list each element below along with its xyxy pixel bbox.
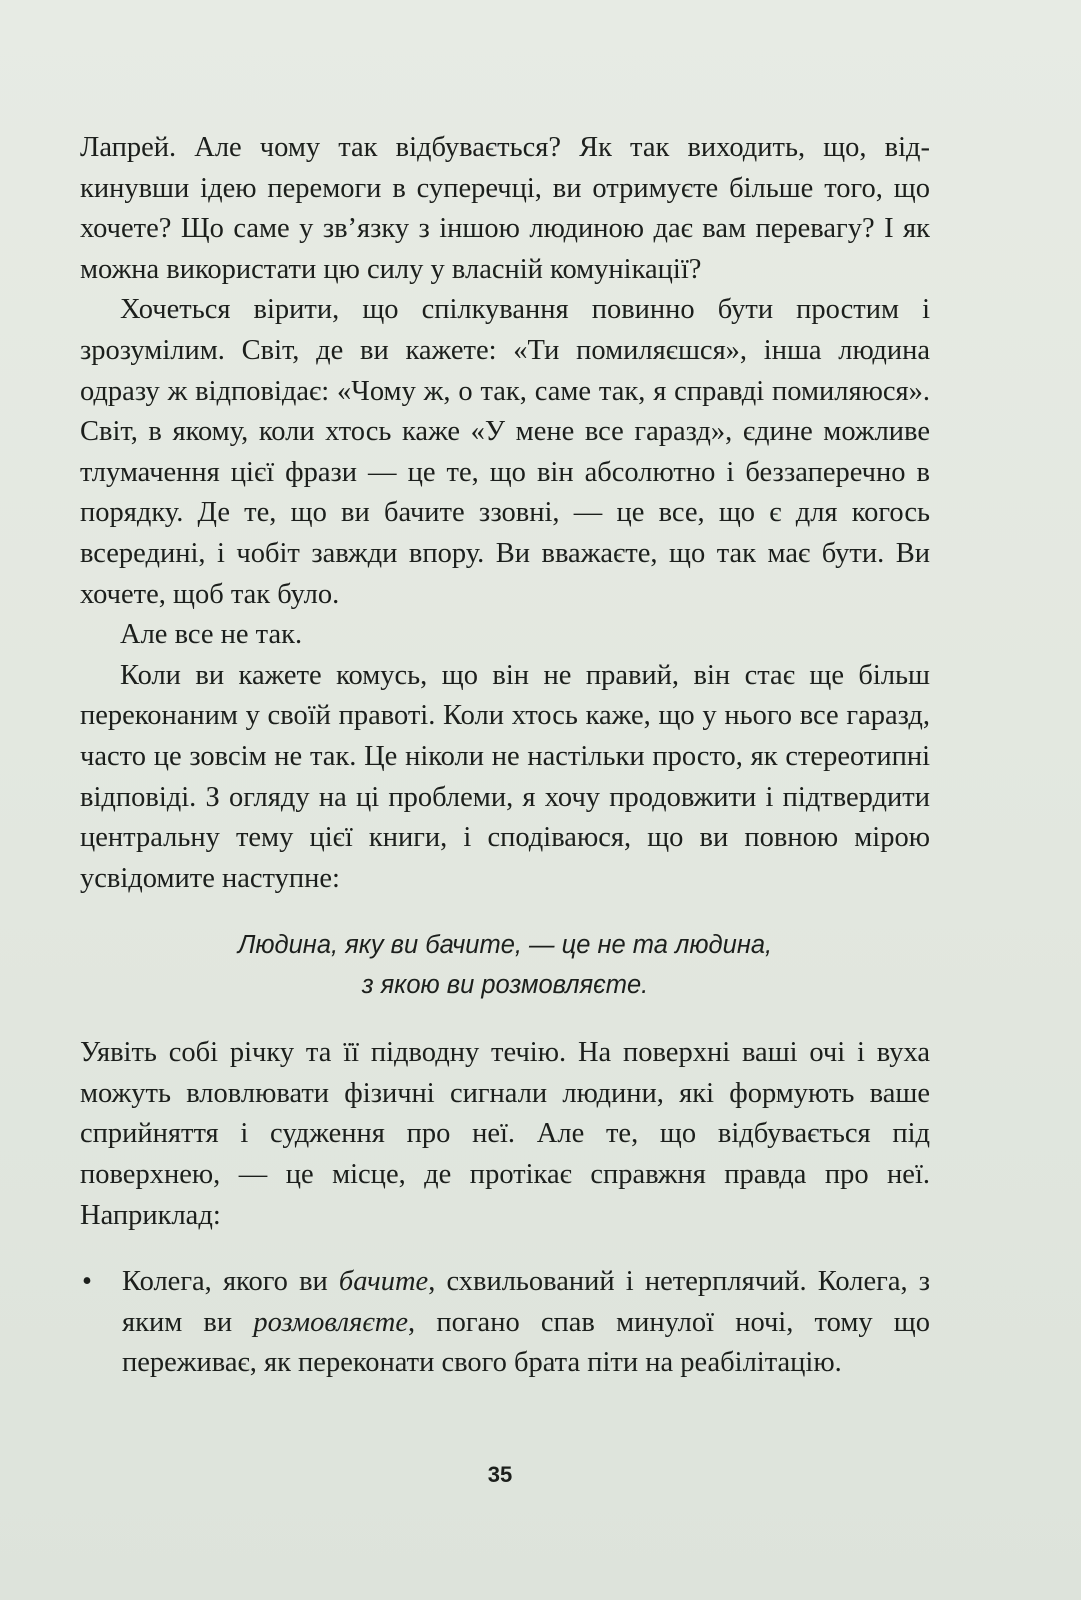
paragraph-3: Але все не так. <box>120 619 303 651</box>
list-item-emphasis-2: розмовляєте <box>253 1306 409 1338</box>
list-item-text-1: Колега, якого ви <box>122 1266 339 1298</box>
quote-line-1: Людина, яку ви бачите, — це не та людина, <box>237 931 773 960</box>
list-item-text-3: , погано спав минулої ночі, тому що переживає, як переконати свого брата піти на реабілітацію. <box>122 1306 931 1379</box>
list-item-emphasis-1: бачите <box>338 1266 429 1298</box>
quote-line-2: з якою ви розмовляєте. <box>361 971 649 1000</box>
paragraph-4: Коли ви кажете комусь, що він не правий, він стає ще більш переконаним у своїй правоті. Коли хтось каже, що у нього все гаразд, часто це зовсім не так. Це ніколи не настільки просто, як стереотипні відповіді. З огляду на ці проблеми, я хочу продовжити і підтвердити центральну тему цієї книги, і сподіваюся, що ви повною мірою усвідомите наступне: <box>80 659 930 894</box>
example-list <box>80 1262 930 1384</box>
list-item-text-2: , схвильований і нетерплячий. Колега, з яким ви <box>122 1266 931 1338</box>
page-number: 35 <box>487 1462 513 1487</box>
pull-quote <box>80 925 930 1005</box>
paragraph-2: Хочеться вірити, що спілкування повинно бути простим і зрозумілим. Світ, де ви кажете: «Ти помиляєшся», інша людина одразу ж відповідає: «Чому ж, о так, саме так, я справді помиляюся». Світ, в якому, коли хтось каже «У мене все гаразд», єдине можливе тлумачення цієї фрази — це те, що він абсолютно і беззаперечно в порядку. Де те, що ви бачите ззовні, — це все, що є для когось всередині, і чобіт завжди впору. Ви вважаєте, що так має бути. Ви хочете, щоб так було. <box>80 294 930 610</box>
list-item <box>80 1262 930 1384</box>
paragraph-5: Уявіть собі річку та її підводну течію. На поверхні ваші очі і вуха можуть вловлювати фізичні сигнали людини, які формують ваше сприйняття і судження про неї. Але те, що відбувається під поверхнею, — це місце, де протікає справжня правда про неї. Наприклад: <box>80 1037 930 1231</box>
bullet-icon: • <box>82 1266 92 1298</box>
body-text <box>80 128 930 1384</box>
paragraph-1: Лапрей. Але чому так відбувається? Як так виходить, що, відкинувши ідею перемоги в суперечці, ви отримуєте більше того, що хочете? Що саме у зв’язку з іншою людиною дає вам перевагу? І як можна використати цю силу у власній комунікації? <box>80 132 930 285</box>
